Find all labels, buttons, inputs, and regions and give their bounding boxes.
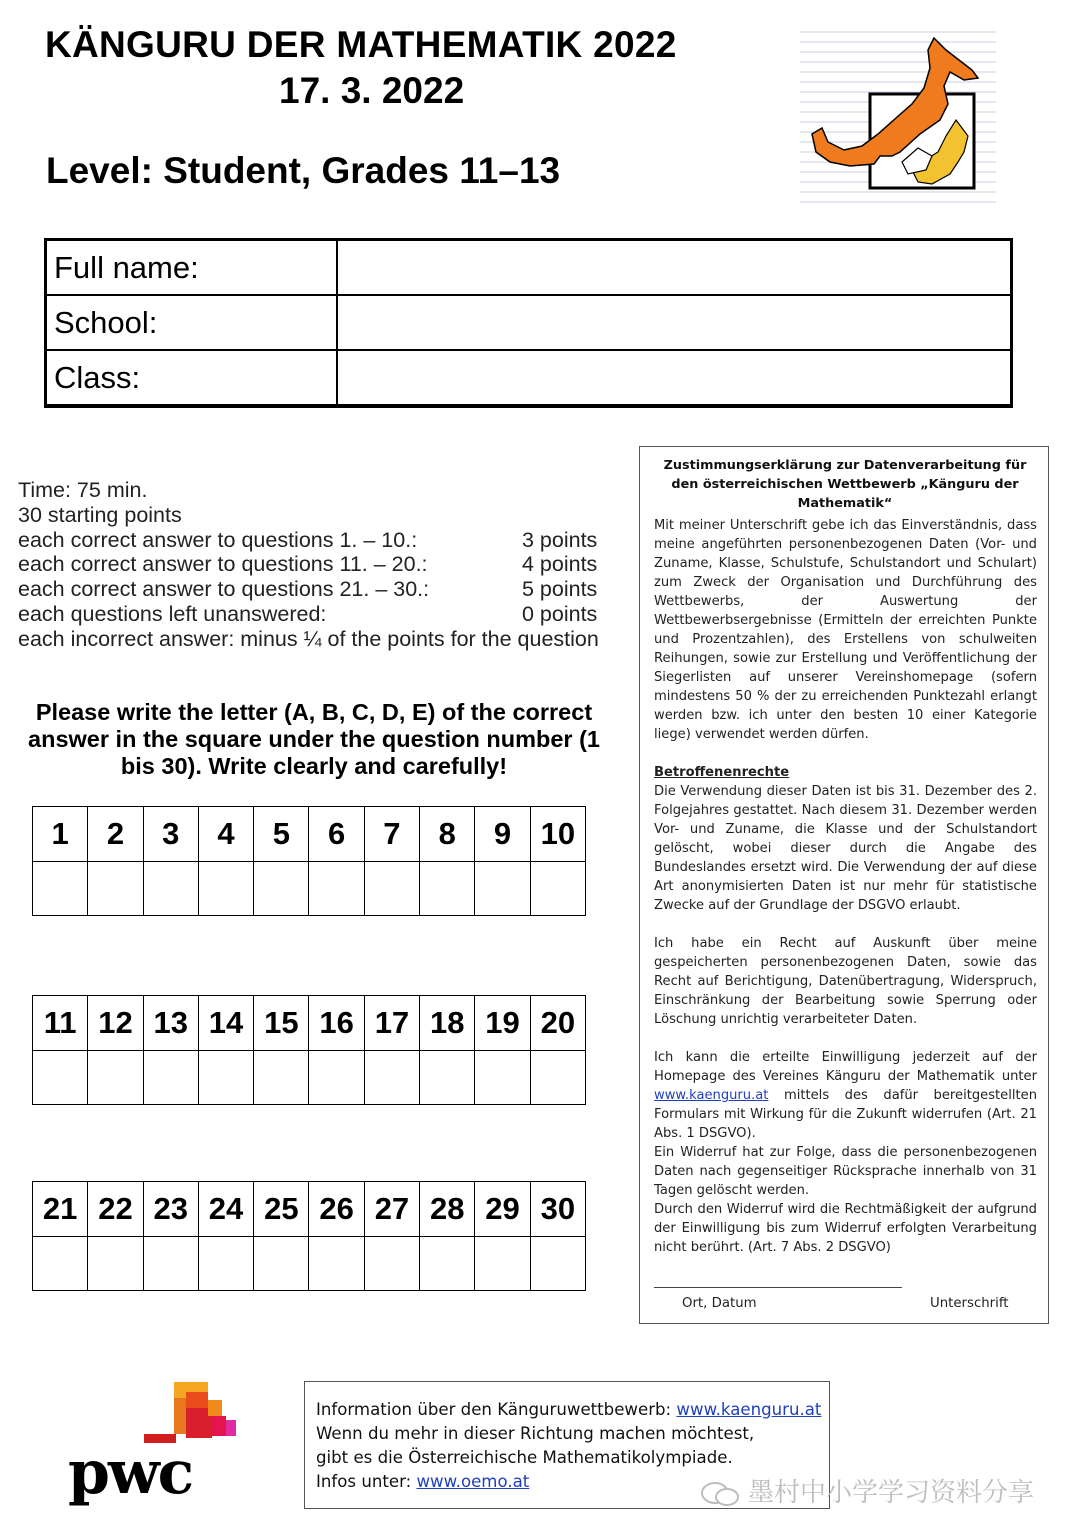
answer-box[interactable]: [475, 1051, 530, 1105]
answer-box[interactable]: [530, 1051, 585, 1105]
signature-label: Unterschrift: [930, 1296, 1009, 1311]
question-number: 9: [475, 807, 530, 862]
question-number: 1: [33, 807, 88, 862]
question-number: 30: [530, 1182, 585, 1237]
level-heading: Level: Student, Grades 11–13: [46, 150, 561, 191]
time-rule: Time: 75 min.: [18, 478, 148, 502]
answer-box[interactable]: [530, 1237, 585, 1291]
revocation-text: mittels des dafür bereitgestellten Formulars mit Wirkung für die Zukunft widerrufen (Art. 21 Abs. 1 DSGVO).: [654, 1088, 1037, 1141]
answer-box[interactable]: [475, 1237, 530, 1291]
points-rule-text: each correct answer to questions 1. – 10.:: [18, 527, 418, 552]
info-line-2: Wenn du mehr in dieser Richtung machen möchtest,: [316, 1424, 755, 1443]
info-line-1: [316, 1398, 829, 1422]
wechat-icon: [700, 1481, 740, 1507]
answer-box[interactable]: [88, 862, 143, 916]
answer-instruction: Please write the letter (A, B, C, D, E) of the correct answer in the square under the question number (1 bis 30). Write clearly and carefully!: [28, 699, 600, 779]
points-rule-text: each correct answer to questions 11. – 20.:: [18, 552, 428, 577]
answer-box[interactable]: [143, 1237, 198, 1291]
answer-box[interactable]: [364, 1237, 419, 1291]
information-rights-paragraph: Ich habe ein Recht auf Auskunft über meine gespeicherten personenbezogenen Daten, sowie das Recht auf Berichtigung, Datenübertragung, Widerspruch, Einschränkung der Bearbeitung sowie Sperrung oder Löschung unrichtig verarbeiteter Daten.: [654, 936, 1037, 1027]
question-number: 22: [88, 1182, 143, 1237]
info-text: Information über den Känguruwettbewerb:: [316, 1400, 677, 1419]
signature-line[interactable]: [654, 1287, 902, 1288]
answer-box[interactable]: [364, 862, 419, 916]
answer-box[interactable]: [309, 1051, 364, 1105]
question-number-row: [33, 807, 586, 862]
answer-box[interactable]: [33, 1051, 88, 1105]
answer-box[interactable]: [530, 862, 585, 916]
question-number: 18: [420, 996, 475, 1051]
school-field[interactable]: [337, 295, 1012, 350]
answer-box[interactable]: [198, 1237, 253, 1291]
class-row: [46, 350, 1012, 406]
incorrect-answer-rule: each incorrect answer: minus ¼ of the points for the question: [18, 626, 599, 651]
pwc-logo-mark: [140, 1380, 240, 1446]
page-title: KÄNGURU DER MATHEMATIK 2022: [45, 24, 677, 65]
info-line-3: gibt es die Österreichische Mathematikolympiade.: [316, 1448, 733, 1467]
points-rule-1: [18, 528, 603, 553]
consent-title: Zustimmungserklärung zur Datenverarbeitung für den österreichischen Wettbewerb „Känguru der Mathematik“: [663, 458, 1027, 511]
rights-heading: Betroffenenrechte: [654, 765, 790, 780]
full-name-row: [46, 240, 1012, 296]
revocation-text: Ich kann die erteilte Einwilligung jederzeit auf der Homepage des Vereines Känguru der Mathematik unter: [654, 1050, 1037, 1084]
kaenguru-website-link[interactable]: www.kaenguru.at: [676, 1400, 822, 1419]
answer-box[interactable]: [33, 862, 88, 916]
question-number: 25: [254, 1182, 309, 1237]
answer-grid-21-30: [32, 1181, 586, 1291]
points-rule-value: 0 points: [522, 601, 598, 626]
answer-box[interactable]: [88, 1237, 143, 1291]
answer-box[interactable]: [33, 1237, 88, 1291]
question-number: 14: [198, 996, 253, 1051]
answer-row: [33, 862, 586, 916]
points-rule-2: [18, 552, 603, 577]
question-number: 11: [33, 996, 88, 1051]
points-rule-text: each correct answer to questions 21. – 30.:: [18, 577, 430, 602]
question-number: 27: [364, 1182, 419, 1237]
points-rule-value: 3 points: [522, 527, 598, 552]
points-rule-4: [18, 602, 603, 627]
question-number: 23: [143, 1182, 198, 1237]
answer-box[interactable]: [420, 862, 475, 916]
question-number: 19: [475, 996, 530, 1051]
info-text: Infos unter:: [316, 1472, 417, 1491]
full-name-label: Full name:: [46, 240, 338, 296]
starting-points-rule: 30 starting points: [18, 502, 182, 527]
answer-box[interactable]: [88, 1051, 143, 1105]
place-date-label: Ort, Datum: [682, 1296, 757, 1311]
kangaroo-logo: [800, 24, 996, 212]
points-rule-value: 4 points: [522, 552, 598, 577]
answer-box[interactable]: [364, 1051, 419, 1105]
answer-box[interactable]: [475, 862, 530, 916]
answer-grid-1-10: [32, 806, 586, 916]
oemo-website-link[interactable]: www.oemo.at: [416, 1472, 530, 1491]
revocation-legality: Durch den Widerruf wird die Rechtmäßigkeit der aufgrund der Einwilligung bis zum Widerruf erfolgten Verarbeitung nicht berührt. (Art. 7 Abs. 2 DSGVO): [654, 1202, 1037, 1255]
question-number: 29: [475, 1182, 530, 1237]
points-rule-3: [18, 577, 603, 602]
question-number: 16: [309, 996, 364, 1051]
contest-date: 17. 3. 2022: [279, 70, 465, 111]
question-number: 10: [530, 807, 585, 862]
answer-box[interactable]: [198, 862, 253, 916]
pwc-logo-text: pwc: [68, 1438, 193, 1508]
question-number: 17: [364, 996, 419, 1051]
question-number: 13: [143, 996, 198, 1051]
school-row: [46, 295, 1012, 350]
question-number: 2: [88, 807, 143, 862]
revocation-consequence: Ein Widerruf hat zur Folge, dass die personenbezogenen Daten nach gegenseitiger Rücksprache innerhalb von 31 Tagen gelöscht werden.: [654, 1145, 1037, 1198]
answer-grid-11-20: [32, 995, 586, 1105]
answer-box[interactable]: [420, 1051, 475, 1105]
question-number-row: [33, 1182, 586, 1237]
answer-box[interactable]: [198, 1051, 253, 1105]
full-name-field[interactable]: [337, 240, 1012, 296]
answer-box[interactable]: [420, 1237, 475, 1291]
question-number: 28: [420, 1182, 475, 1237]
consent-paragraph: Mit meiner Unterschrift gebe ich das Einverständnis, dass meine angeführten personenbezogenen Daten (Vor- und Zuname, Klasse, Schulstufe, Schulstandort und Schulart) zum Zweck der Organisation und Durchführung des Wettbewerbs, der Auswertung der Wettbewerbsergebnisse (Ermitteln der erreichten Punkte und Prozentzahlen), des Erstellens von schulweiten Reihungen, sowie zur Erstellung und Veröffentlichung der Siegerlisten auf unserer Vereinshomepage (sofern mindestens 50 % der zu erreichenden Punktezahl erlangt werden bzw. ich unter den besten 10 einer Kategorie liege) verwendet werden dürfen.: [654, 518, 1037, 742]
class-label: Class:: [46, 350, 338, 406]
question-number: 7: [364, 807, 419, 862]
question-number: 26: [309, 1182, 364, 1237]
question-number: 4: [198, 807, 253, 862]
answer-box[interactable]: [254, 1051, 309, 1105]
question-number: 8: [420, 807, 475, 862]
answer-row: [33, 1051, 586, 1105]
question-number-row: [33, 996, 586, 1051]
scoring-rules: [18, 478, 603, 652]
watermark: [700, 1472, 1034, 1509]
points-rule-value: 5 points: [522, 577, 598, 602]
kaenguru-link[interactable]: www.kaenguru.at: [654, 1088, 769, 1103]
question-number: 24: [198, 1182, 253, 1237]
answer-box[interactable]: [254, 862, 309, 916]
question-number: 21: [33, 1182, 88, 1237]
student-info-table: [44, 238, 1013, 408]
question-number: 5: [254, 807, 309, 862]
consent-box: [639, 446, 1049, 1324]
answer-row: [33, 1237, 586, 1291]
answer-box[interactable]: [254, 1237, 309, 1291]
question-number: 20: [530, 996, 585, 1051]
class-field[interactable]: [337, 350, 1012, 406]
answer-box[interactable]: [143, 1051, 198, 1105]
watermark-text: 墨村中小学学习资料分享: [748, 1478, 1035, 1508]
question-number: 12: [88, 996, 143, 1051]
answer-box[interactable]: [143, 862, 198, 916]
question-number: 6: [309, 807, 364, 862]
question-number: 3: [143, 807, 198, 862]
rights-paragraph: Die Verwendung dieser Daten ist bis 31. Dezember des 2. Folgejahres gestattet. Nach diesem 31. Dezember werden Vor- und Zuname, die Klasse und der Schulstandort gelöscht, wobei dieser durch die Angabe des Bundeslandes ersetzt wird. Die Verwendung der auf diese Art anonymisierten Daten ist nur mehr für statistische Zwecke auf der Grundlage der DSGVO erlaubt.: [654, 784, 1037, 913]
points-rule-text: each questions left unanswered:: [18, 601, 327, 626]
answer-box[interactable]: [309, 1237, 364, 1291]
school-label: School:: [46, 295, 338, 350]
question-number: 15: [254, 996, 309, 1051]
answer-box[interactable]: [309, 862, 364, 916]
revocation-paragraph: [654, 1048, 1037, 1257]
